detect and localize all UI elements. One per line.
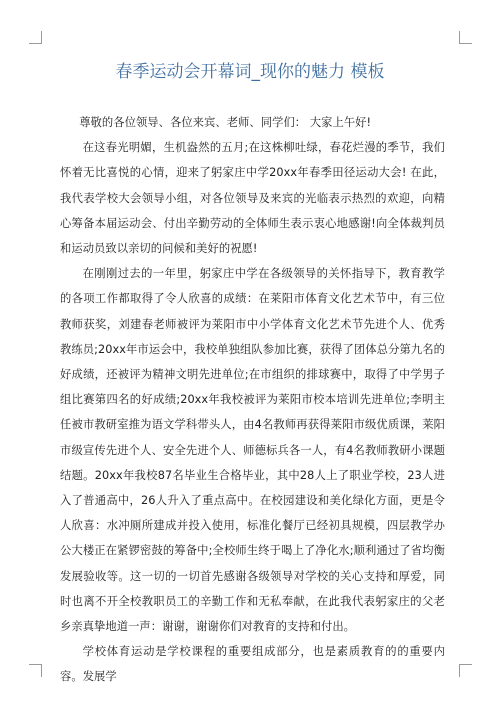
- paragraph-welcome: 在这春光明媚，生机盎然的五月;在这株柳吐绿，春花烂漫的季节，我们怀着无比喜悦的心情，迎来了躬家庄中学20xx年春季田径运动大会! 在此，我代表学校大会领导小组，对各位领导及来宾的光临表示热烈的欢迎，向精心筹备本届运动会、付出辛勤劳动的全体师生表示衷心地感谢!向全体裁判员和运动员致以亲切的问候和美好的祝愿!: [60, 141, 445, 256]
- crop-mark-top-right: [459, 31, 472, 44]
- document-body: [60, 110, 445, 690]
- paragraph-greeting: 尊敬的各位领导、各位来宾、老师、同学们： 大家上午好!: [79, 116, 372, 129]
- crop-mark-top-left: [29, 31, 42, 44]
- paragraph-achievements: 在刚刚过去的一年里，躬家庄中学在各级领导的关怀指导下，教育教学的各项工作都取得了令人欣喜的成绩：在莱阳市体育文化艺术节中，有三位教师获奖，刘建春老师被评为莱阳市中小学体育文化艺术节先进个人、优秀教练员;20xx年市运会中，我校单独组队参加比赛，获得了团体总分第九名的好成绩，还被评为精神文明先进单位;在市组织的排球赛中，取得了中学男子组比赛第四名的好成绩;20xx年我校被评为莱阳市校本培训先进单位;李明主任被市教研室推为语文学科带头人，由4名教师再获得莱阳市级优质课，莱阳市级宣传先进个人、安全先进个人、师德标兵各一人，有4名教师教研小课题结题。20xx年我校87名毕业生合格毕业，其中28人上了职业学校，23人进入了普通高中，26人升入了重点高中。在校园建设和美化绿化方面，更是令人欣喜：水冲厕所建成并投入使用，标准化餐厅已经初具规模，四层教学办公大楼正在紧锣密鼓的筹备中;全校师生终于喝上了净化水;顺利通过了省均衡发展验收等。这一切的一切首先感谢各级领导对学校的关心支持和厚爱，同时也离不开全校教职员工的辛勤工作和无私奉献，在此我代表躬家庄的父老乡亲真挚地道一声：谢谢，谢谢你们对教育的支持和付出。: [60, 267, 445, 634]
- crop-mark-bottom-right: [459, 664, 472, 677]
- document-title: 春季运动会开幕词_现你的魅力 模板: [115, 62, 385, 82]
- crop-mark-bottom-left: [29, 664, 42, 677]
- paragraph-sports-education: 学校体育运动是学校课程的重要组成部分，也是素质教育的的重要内容。发展学: [60, 645, 445, 684]
